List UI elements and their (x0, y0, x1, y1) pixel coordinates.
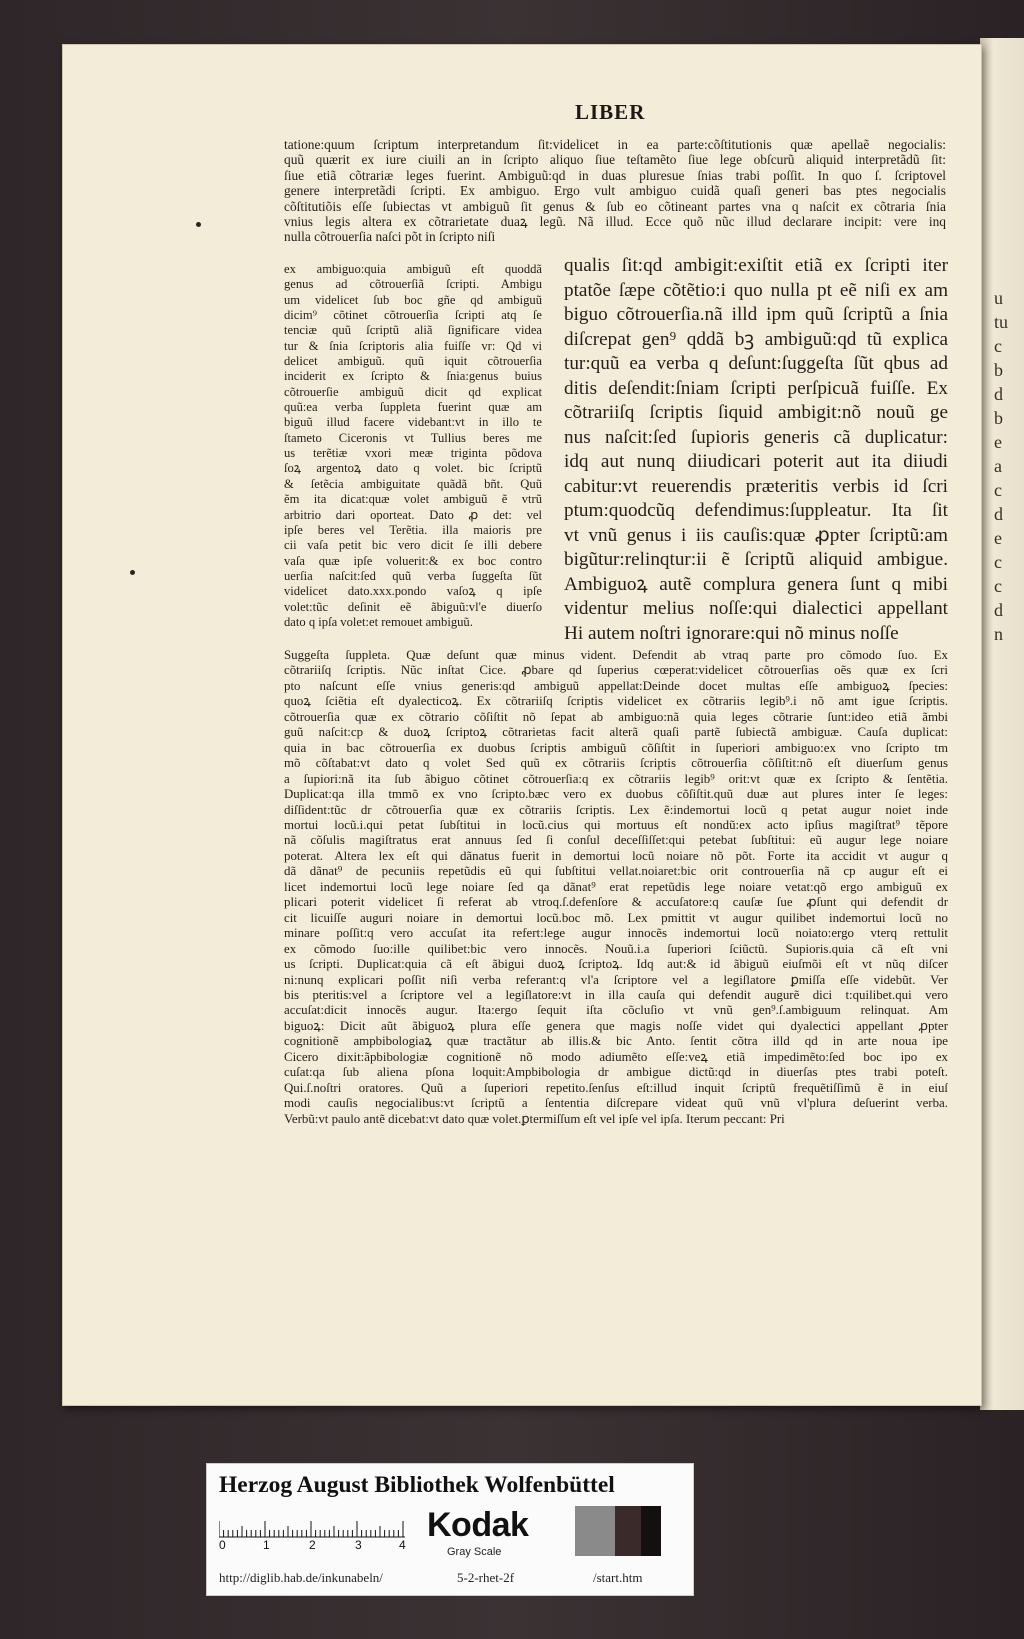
ruler-number: 2 (309, 1538, 316, 1552)
ruler-scale (219, 1510, 405, 1538)
library-name: Herzog August Bibliothek Wolfenbüttel (219, 1472, 615, 1498)
text-line: Cicero dixit:ãpbibologiæ cognitionẽ nõ modo adiumẽto eſſe:veꝝ etiã impedimẽto:ſed boc ipo ex (284, 1049, 948, 1064)
text-line: quũ:ea verba ſuppleta fuerint quæ am (284, 400, 542, 415)
text-line: videntur melius noſſe:qui dialectici appellant (564, 598, 948, 619)
text-line: nulla cõtrouerſia naſci põt in ſcripto niſi (284, 229, 496, 245)
text-line: ni:nunq explicari poſſit niſi verba referant:q vl'a ſcriptore vel a legiſlatore ꝑmiſſa eſſe videbũt. Ver (284, 972, 948, 987)
text-line: um videlicet ſub boc gñe qd ambiguũ (284, 292, 542, 307)
text-line: uerſia naſcit:ſed quũ verba ſuggeſta ſũt (284, 568, 542, 583)
text-line: biguũ illud facere videbant:vt in illo te (284, 415, 542, 430)
main-text-column (564, 254, 948, 646)
text-line: vnius legis altera ex cõtrarietate duaꝝ legũ. Nã illud. Ecce quõ nũc illud declarare incipit: vere inq (284, 214, 946, 230)
margin-mark (196, 222, 201, 227)
text-line: poterat. Altera lex eſt qui dãnatus fuerit in demortui locũ noiare nõ põt. Forte ita accidit vt augur q (284, 848, 948, 863)
adjacent-page-letter: c (994, 336, 1002, 356)
text-line: cõtrouerſia quæ ex cõtrario cõſiſtit nõ ſepat ab ambiguo:nã quia leges cõtrarie ſunt:ideo etiã ãmbi (284, 709, 948, 724)
text-line: tatione:quum ſcriptum interpretandum ſit:videlicet in ea parte:cõſtitutionis quæ apellaẽ negocialis: (284, 137, 946, 152)
text-line: ſtameto Ciceronis vt Tullius beres me (284, 430, 542, 445)
text-line: bis pteritis:vel a ſcriptore vel a legiſlatore:vt in illa cauſa qui defendit augurẽ dici t:quilibet.qui vero (284, 987, 948, 1002)
text-line: cuſat:qa ſub aliena pſona loquit:Ampbibologia dr ambigue dictũ:qd in diuerſas ptes trabi poteſt. (284, 1065, 948, 1080)
text-line: cõtrariiſq ſcriptis ſiquid ambigit:nõ nouũ ge (564, 402, 948, 423)
text-line: arbitrio dari oporteat. Dato ꝓ det: vel (284, 507, 542, 522)
text-line: cabitur:vt reuerendis præteritis verbis id ſcri (564, 475, 948, 497)
text-line: cii vaſa petit bic vero dicit ſe illi debere (284, 538, 542, 553)
text-line: Duplicat:qa illa tmmõ ex vno ſcripto.bæc vero ex duobus cõſiſtit.quũ duæ aut plures inter ſe leges: (284, 787, 948, 802)
gray-swatch (575, 1506, 615, 1556)
text-line: quũ quærit ex iure ciuili an in ſcripto aliquo ſiue teſtamẽto ſiue lege obſcurũ aliquid interpretãdũ ſit: (284, 152, 946, 168)
text-line: pto naſcunt eſſe vnius generis:qd ambiguũ appellat:Deinde docet multas eſſe ambiguoꝝ ſpecies: (284, 678, 948, 693)
text-line: modi cauſis negocialibus:vt ſcriptũ a ſententia diſcrepare videat quũ vnũ vl'plura deſuerint verba. (284, 1096, 948, 1111)
gray-scale-caption: Gray Scale (447, 1546, 502, 1558)
adjacent-page-letter: n (994, 624, 1003, 644)
text-line: cit licuiſſe auguri noiare in demortui locũ.boc mõ. Lex pmittit vt augur quilibet indemortui locũ no (284, 910, 948, 925)
black-swatch (641, 1506, 661, 1556)
text-line: quoꝝ ſciẽtia eſt dyalecticoꝝ. Ex cõtrariiſq ſcriptis videlicet ex cõtrariis legib⁹.i nõ amt igue ſcriptis. (284, 694, 948, 709)
adjacent-page-letter: a (994, 456, 1002, 476)
text-line: vt vnũ genus i iis cauſis:quæ ꝓpter ſcriptũ:am (564, 524, 948, 546)
adjacent-page-letter: b (994, 360, 1003, 380)
text-line: biguo cõtrouerſia.nã illd ipm quũ ſcriptũ a ſnia (564, 304, 948, 325)
text-line: nus naſcit:ſed ſupioris generis cã duplicatur: (564, 426, 948, 448)
text-line: nã cõſulis magiſtratus erat annuus ſed ſi conſul deceſſiſſet:qui petebat ſubſtitui: eũ augur lege noiare (284, 833, 948, 848)
text-line: delicet ambiguũ. quũ iquit cõtrouerſia (284, 354, 542, 369)
ruler-number: 1 (263, 1538, 270, 1552)
text-line: ex cõmodo ſuo:ille quilibet:bic vero innocẽs. Nouũ.i.a ſuperiori ſciũctũ. Supioris.quia cã eſt vni (284, 941, 948, 956)
text-line: mortui locũ.i.qui petat ſubſtitui in locũ.cius qui mortuus eſt nondũ:ex acto ipſius magiſtrat⁹ tẽpore (284, 817, 948, 832)
text-line: cõtrouerſie ambiguũ dicit qd explicat (284, 384, 542, 399)
text-line: us ſcripti. Duplicat:quia cã eſt ãbigui duoꝝ ſcriptoꝝ. Idq aut:& id ãbiguũ eiuſmõi eſt vt nũq diſcer (284, 957, 948, 972)
text-line: biguoꝝ: Dicit aũt ãbiguoꝝ plura eſſe genera que magis noſſe videt qui dyalectici appellant ꝓpter (284, 1018, 948, 1033)
adjacent-page-edge (980, 38, 1024, 1410)
archive-label (206, 1463, 694, 1596)
text-line: cõtrariiſq ſcriptis. Nũc inſtat Cice. ꝓbare qd ſuperius cœperat:videlicet cõtrouerſias oẽs quæ ex ſcri (284, 663, 948, 678)
margin-mark (130, 570, 135, 575)
ruler-number: 4 (399, 1538, 406, 1552)
adjacent-page-letter: c (994, 552, 1002, 572)
ruler-number: 3 (355, 1538, 362, 1552)
adjacent-page-letter: c (994, 480, 1002, 500)
text-line: licet indemortui locũ lege noiare ſed qa dãnat⁹ erat repetũdis lege noiare vetat:qõ ergo ambiguũ ex (284, 879, 948, 894)
text-line: cõſtitutiõis eſſe ſubiectas vt ambiguũ ſit genus & ſub eo cõtineant partes vna q naſcit ex cõtraria ſnia (284, 198, 946, 214)
text-line: Ambiguoꝝ autẽ complura genera ſunt q mibi (564, 573, 948, 595)
adjacent-page-letter: e (994, 528, 1002, 548)
text-line: Suggeſta ſuppleta. Quæ deſunt quæ minus vident. Defendit ab vtraq parte pro cõmodo ſuo. Ex (284, 648, 948, 662)
ruler-number: 0 (219, 1538, 226, 1552)
text-line: qualis ſit:qd ambigit:exiſtit etiã ex ſcripti iter (564, 255, 948, 276)
text-line: genus ad cõtrouerſiã ſcripti. Ambigu (284, 277, 542, 292)
text-line: ptum:quodcũq defendimus:ſuppleatur. Ita ſit (564, 500, 948, 521)
text-line: & ſetẽcia ambiguitate quãdã bñt. Quũ (284, 476, 542, 491)
text-line: tenciæ quũ ſcriptũ aliã ſignificare videa (284, 323, 542, 338)
ruler-numbers (219, 1538, 415, 1554)
bottom-commentary-block (284, 648, 948, 1127)
adjacent-page-letter: e (994, 432, 1002, 452)
text-line: ẽm ita dicat:quæ volet ambiguũ ẽ vtrũ (284, 492, 542, 507)
running-head: LIBER (575, 100, 646, 124)
adjacent-page-letter: d (994, 504, 1003, 524)
text-line: accuſat:dicit innocẽs augur. Ita:ergo ſequit iſta cõcluſio vt vnũ gen⁹.ſ.ambiguum relinquat. Am (284, 1003, 948, 1018)
adjacent-page-letter: u (994, 288, 1003, 308)
text-line: Hi autem noſtri ignorare:qui nõ minus noſſe (564, 622, 899, 644)
text-line: tur:quũ ea verba q deſunt:ſuggeſta ſũt qbus ad (564, 353, 948, 374)
text-line: Qui.ſ.noſtri oratores. Quũ a ſuperiori repetito.ſenſus eſt:illud inquit ſcriptũ frequẽtiſſimũ ẽ in eiuſ (284, 1080, 948, 1095)
text-line: diſſident:tũc dr cõtrouerſia quæ ex cõtrariis ſcriptis. Lex ẽ:indemortui locũ q petat augur noiet inde (284, 802, 948, 817)
text-line: dicim⁹ cõtinet cõtrouerſia ſcripti atq ſe (284, 308, 542, 323)
text-line: tur & ſnia ſcriptoris alia fuiſſe vr: Qd vi (284, 338, 542, 353)
text-line: ſoꝝ argentoꝝ dato q volet. bic ſcriptũ (284, 461, 542, 476)
text-line: inciderit ex ſcripto & ſnia:genus buius (284, 369, 542, 384)
text-line: plicari poterit videlicet ſi referat ab vtroq.ſ.defenſore & accuſatore:q cauſæ ſue ꝓſunt qui defendit dr (284, 895, 948, 910)
adjacent-page-letter: b (994, 408, 1003, 428)
url-left: http://diglib.hab.de/inkunabeln/ (219, 1570, 383, 1585)
text-line: cognitionẽ ampbibologiaꝝ quæ tractãtur ab illis.& bic Anto. ſentit cõtra illd qd in arte noua ipe (284, 1034, 948, 1049)
text-line: diſcrepat gen⁹ qddã bꝫ ambiguũ:qd tũ explica (564, 328, 948, 350)
text-line: minare poſſit:q vero accuſat ita refert:lege augur innocẽs indemortui locũ noiato:ergo vterq rettulit (284, 926, 948, 941)
text-line: ſiue etiã cõtrariæ leges fuerint. Ambiguũ:qd in duas pluresue ſnias trabi poſſit. In quo ſ. ſcriptovel (284, 167, 946, 183)
text-line: quia in bac cõtrouerſia ex duobus ſcriptis ambiguũ cõſiſtit in ſuperiori ambiguo:ex vno ſcripto tm (284, 740, 948, 755)
text-line: us terẽtiæ vxori meæ triginta põdova (284, 446, 542, 461)
text-line: mõ cõſtabat:vt dato q volet Sed quũ ex cõtrariis ſcriptis cõtrouerſia cõſiſtit:nõ eſt diuerſum genus (284, 756, 948, 771)
text-line: ex ambiguo:quia ambiguũ eſt quoddã (284, 262, 542, 276)
adjacent-page-letter: tu (994, 312, 1009, 332)
text-line: volet:tũc deſinit eẽ ãbiguũ:vl'e diuerſo (284, 599, 542, 614)
adjacent-page-letter: c (994, 576, 1002, 596)
text-line: ditis deſendit:ſniam ſcripti perſpicuã fuiſſe. Ex (564, 377, 948, 399)
text-line: a ſupiori:nã ita ſub ãbiguo cõtinet cõtrouerſia:q ex cõtrariis legib⁹ orit:vt quæ ex ſcripto & ſentẽtia. (284, 771, 948, 786)
text-line: guũ naſcit:cp & duoꝝ ſcriptoꝝ cõtrarietas facit alterã quaſi partẽ ſubiectã ambiguæ. Cauſa duplicat: (284, 725, 948, 740)
top-text-block (284, 137, 946, 245)
url-id: 5-2-rhet-2f (457, 1570, 515, 1585)
text-line: dã dãnat⁹ de pecuniis repetũdis eũ qui ſubſtitui vellat.noiaret:bic orit controuerſia nã cp augur eſt ei (284, 864, 948, 879)
text-line: videlicet dato.xxx.pondo vaſoꝝ q ipſe (284, 584, 542, 599)
text-line: vaſa quæ ipſe voluerit:& ex boc contro (284, 553, 542, 568)
text-line: idq aut nunq diiudicari poterit aut ita diiudi (564, 451, 948, 472)
dark-swatch (615, 1506, 641, 1556)
text-line: ipſe beres vel Terẽtia. illa maioris pre (284, 522, 542, 537)
left-commentary-column (284, 262, 542, 630)
adjacent-page-letter: d (994, 384, 1003, 404)
text-line: ptatõe ſæpe cõtẽtio:i quo nulla pt eẽ niſi ex am (564, 279, 948, 301)
adjacent-page-letter: d (994, 600, 1003, 620)
text-line: genere interpretãdi ſcripti. Ex ambiguo. Ergo vult ambiguo cuidã quaſi generi bas ptes negocialis (284, 183, 946, 199)
url-right: /start.htm (593, 1570, 643, 1585)
text-line: bigũtur:relinqtur:ii ẽ ſcriptũ aliquid ambigue. (564, 549, 948, 570)
kodak-logo: Kodak (427, 1506, 529, 1544)
text-line: dato q ipſa volet:et remouet ambiguũ. (284, 614, 473, 629)
text-line: Verbũ:vt paulo antẽ dicebat:vt dato quæ volet.ꝑtermiſſum eſt vel ipſe vel ipſa. Iterum peccant: Pri (284, 1111, 785, 1126)
